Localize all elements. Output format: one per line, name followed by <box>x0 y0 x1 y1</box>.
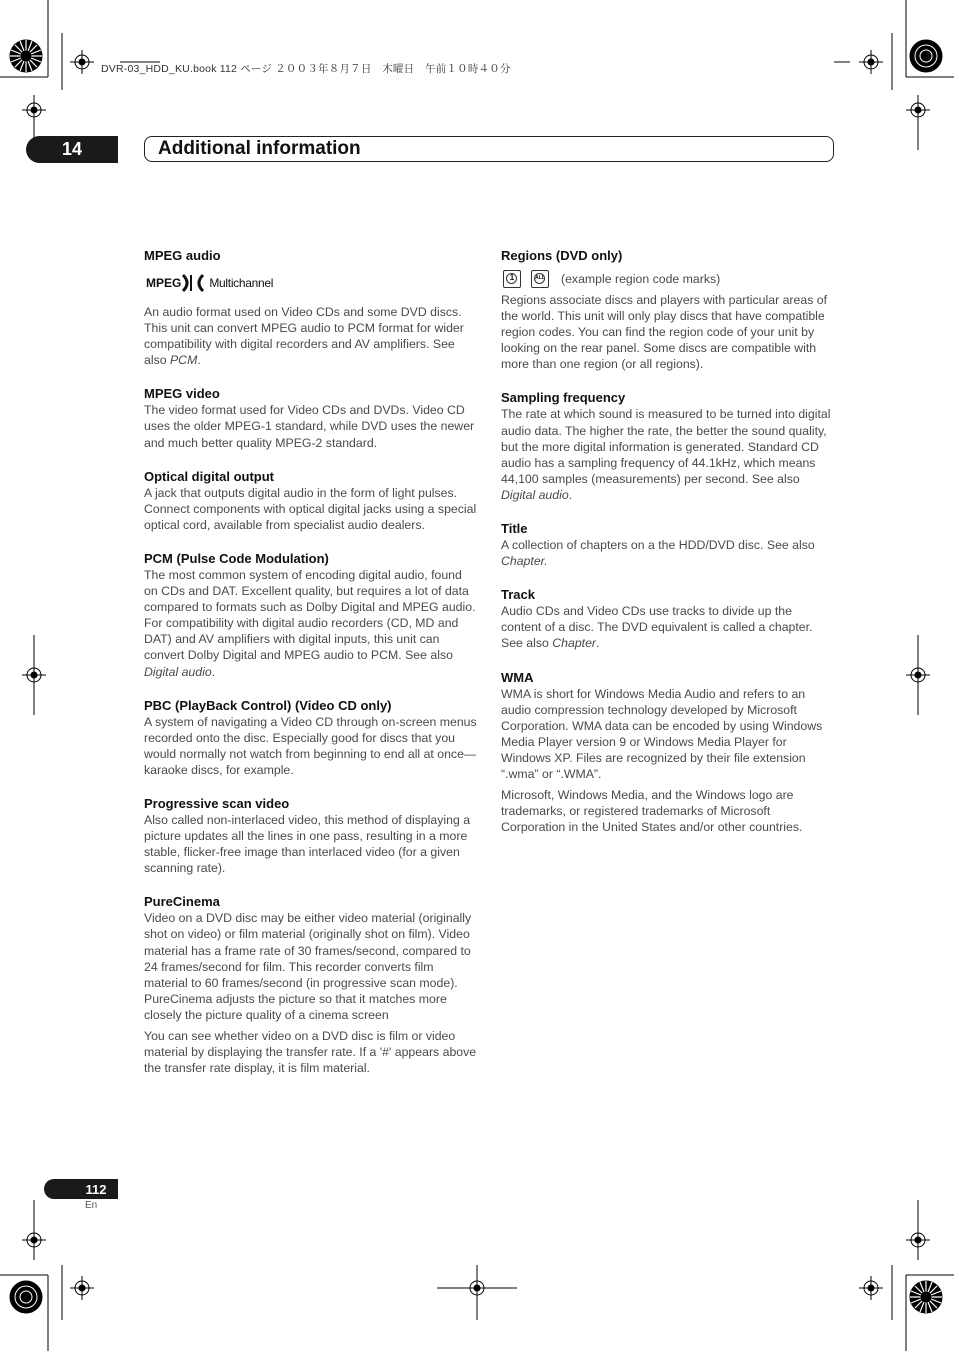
see-also-reference: Chapter <box>552 636 597 651</box>
see-also-reference: PCM <box>169 353 198 368</box>
glossary-entry-pcm <box>144 551 477 680</box>
left-column <box>144 246 477 1094</box>
see-also-reference: Digital audio <box>144 664 212 679</box>
page-language: En <box>85 1200 98 1211</box>
glossary-term: Sampling frequency <box>501 390 626 406</box>
chapter-title: Additional information <box>144 136 834 162</box>
glossary-description: A jack that outputs digital audio in the form of light pulses. Connect components with optical digital jacks using a special optical cord, available from specialist audio dealers. <box>144 485 477 532</box>
glossary-description: A system of navigating a Video CD through on-screen menus recorded onto the disc. Especially good for discs that you would normally not watch from beginning to end all at once—karaoke discs, for example. <box>144 714 477 777</box>
book-file-info: DVR-03_HDD_KU.book 112 ページ ２００３年８月７日 木曜日 午前１０時４０分 <box>101 63 511 75</box>
right-column <box>501 246 834 853</box>
glossary-term: Regions (DVD only) <box>501 248 623 263</box>
glossary-term: PCM (Pulse Code Modulation) <box>144 550 329 566</box>
glossary-term: PureCinema <box>144 894 220 910</box>
glossary-description: Video on a DVD disc may be either video material (originally shot on video) or film material (originally shot on film). Video material has a frame rate of 30 frames/second, compared to 24 frames/second for film. This recorder converts film material to 60 frames/second (in progressive scan mode). PureCinema adjusts the picture so that it matches more closely the picture quality of a cinema screen <box>144 911 472 1022</box>
glossary-description: The most common system of encoding digital audio, found on CDs and DAT. Excellent quality, but requires a lot of data compared to formats such as Dolby Digital and MPEG audio. For compatibility with digital audio recorders (CD, MD and DAT) and AV amplifiers with digital inputs, this unit can convert Dolby Digital and MPEG audio to PCM. See also Digital audio. <box>144 567 476 679</box>
glossary-description: WMA is short for Windows Media Audio and refers to an audio compression technology developed by Microsoft Corporation. WMA data can be encoded by using Windows Media Player version 9 or Windows Media Player for Windows XP. Files are recognized by their file extension “.wma” or “.WMA”. <box>501 686 823 781</box>
glossary-entry-progressive-scan-video <box>144 796 477 876</box>
glossary-entry-sampling-frequency <box>501 390 834 503</box>
glossary-description: An audio format used on Video CDs and some DVD discs. This unit can convert MPEG audio to PCM format for wider compatibility with digital recorders and AV amplifiers. See also PCM. <box>144 305 464 368</box>
mpeg-logo-text: MPEG <box>146 276 182 290</box>
see-also-reference: Digital audio <box>501 487 569 502</box>
glossary-entry-optical-digital-output <box>144 469 477 533</box>
region-1-icon: 1 <box>503 270 521 288</box>
glossary-description: Regions associate discs and players with particular areas of the world. This unit will only play discs that have compatible region codes. You can find the region code of your unit by looking on the rear panel. Some discs are compatible with more than one region (or all regions). <box>501 293 828 372</box>
glossary-term: MPEG video <box>144 386 220 402</box>
glossary-description: The rate at which sound is measured to be turned into digital audio data. The higher the rate, the better the sound quality, but the more digital information is generated. Standard CD audio has a sampling frequency of 44.1kHz, which means 44,100 samples (measurements) per second. See also Digital audio. <box>501 407 831 502</box>
mpeg-multichannel-logo <box>146 272 477 294</box>
glossary-entry-track <box>501 587 834 651</box>
glossary-description: Audio CDs and Video CDs use tracks to divide up the content of a disc. The DVD equivalent is called a chapter. See also Chapter. <box>501 604 813 651</box>
glossary-entry-purecinema <box>144 894 477 1076</box>
glossary-description: Also called non-interlaced video, this method of displaying a picture updates all the lines in one pass, resulting in a more stable, flicker-free image than interlaced video (for a given scanning rate). <box>144 812 471 876</box>
glossary-entry-title <box>501 521 834 569</box>
glossary-term: PBC (PlayBack Control) (Video CD only) <box>144 697 392 713</box>
glossary-description: A collection of chapters on a the HDD/DVD disc. See also Chapter. <box>501 538 815 569</box>
region-all-icon: ALL <box>531 270 549 288</box>
glossary-description: The video format used for Video CDs and DVDs. Video CD uses the older MPEG-1 standard, while DVD uses the newer and much better quality MPEG-2 standard. <box>144 403 475 450</box>
mpeg-wave-icon <box>181 273 207 293</box>
glossary-term: Progressive scan video <box>144 795 290 811</box>
region-code-marks <box>503 270 834 288</box>
glossary-term: Title <box>501 521 528 537</box>
chapter-number-tab: 14 <box>26 136 118 163</box>
see-also-reference: Chapter <box>501 554 545 569</box>
region-caption: (example region code marks) <box>561 272 721 286</box>
glossary-entry-regions <box>501 248 834 372</box>
glossary-term: WMA <box>501 669 534 685</box>
page-number: 112 <box>44 1179 118 1199</box>
glossary-term: Track <box>501 587 535 603</box>
glossary-entry-mpeg-video <box>144 386 477 450</box>
glossary-term: Optical digital output <box>144 468 274 484</box>
multichannel-logo-text: Multichannel <box>209 276 274 290</box>
glossary-entry-pbc <box>144 698 477 778</box>
glossary-description: You can see whether video on a DVD disc is film or video material by displaying the transfer rate. If a '#' appears above the transfer rate display, it is film material. <box>144 1029 477 1076</box>
trademark-notice: Microsoft, Windows Media, and the Windows logo are trademarks, or registered trademarks of Microsoft Corporation in the United States and/or other countries. <box>501 788 803 835</box>
glossary-term: MPEG audio <box>144 248 221 263</box>
glossary-entry-wma <box>501 670 834 836</box>
glossary-entry-mpeg-audio <box>144 248 477 368</box>
